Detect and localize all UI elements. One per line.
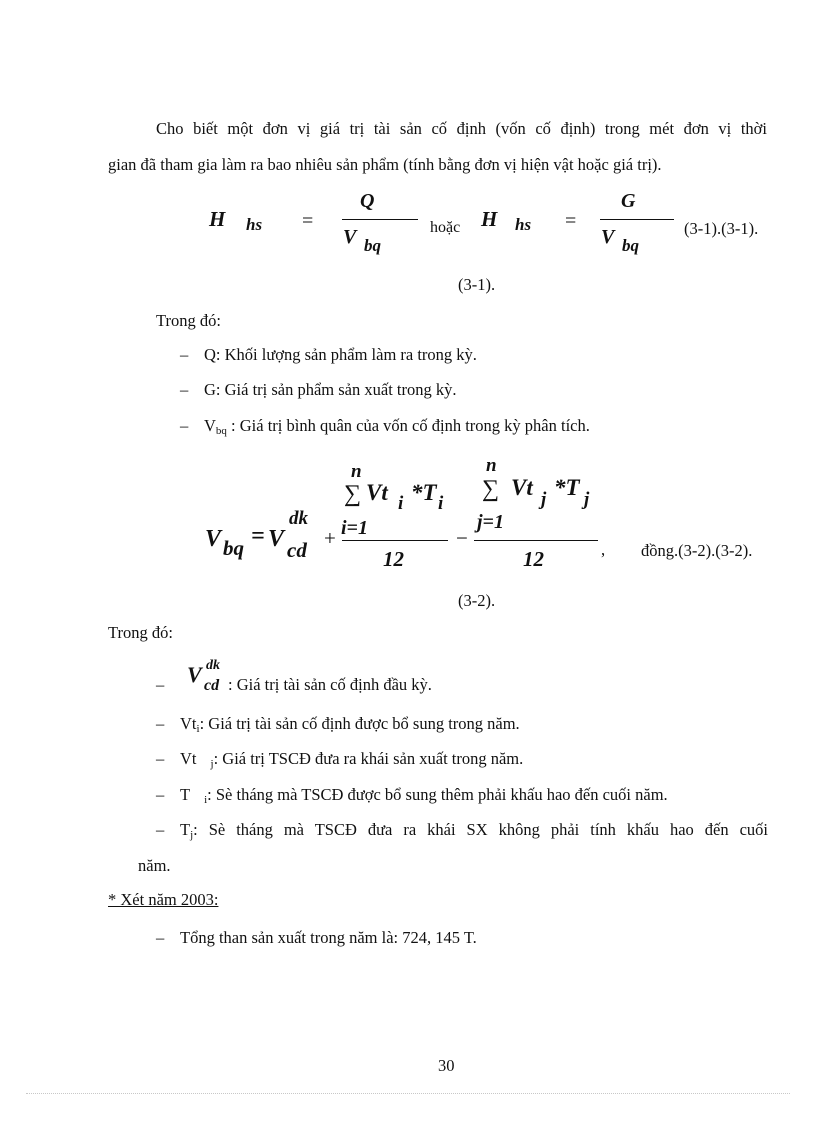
- formula-numerator-q: Q: [360, 190, 375, 212]
- fraction-bar-4: [474, 540, 598, 541]
- sum1-sigma: ∑: [344, 481, 362, 507]
- formula-hs-2: hs: [515, 215, 532, 234]
- formula-denominator-bq-2: bq: [622, 236, 639, 255]
- intro-line-1: Cho biết một đơn vị giá trị tài sản cố định (vốn cố định) trong mét đơn vị thời: [156, 119, 767, 138]
- sum2-upper-n: n: [486, 455, 497, 476]
- vtj-rest: : Giá trị TSCĐ đưa ra khái sản xuất trong năm.: [213, 749, 524, 768]
- sum2-sigma: ∑: [482, 476, 500, 502]
- formula2-lhs-bq: bq: [223, 536, 244, 560]
- formula2-lhs-v: V: [205, 526, 222, 552]
- formula-equals-2: =: [565, 210, 577, 232]
- formula2-cd: cd: [287, 538, 307, 562]
- list-item-ti: [180, 785, 668, 806]
- formula2-vcd: V: [268, 526, 285, 552]
- formula-denominator-bq-1: bq: [364, 236, 381, 255]
- vbq-rest: : Giá trị bình quân của vốn cố định trong kỳ phân tích.: [226, 416, 590, 435]
- list-dash: –: [156, 714, 165, 733]
- ti-rest: : Sè tháng mà TSCĐ được bổ sung thêm phải khấu hao đến cuối năm.: [207, 785, 668, 804]
- list-dash: –: [156, 785, 165, 804]
- formula2-dk: dk: [289, 508, 308, 529]
- vti-sub: i: [196, 723, 200, 735]
- tj-main: T: [180, 820, 191, 839]
- sum2-denominator: 12: [523, 547, 544, 571]
- sum1-upper-n: n: [351, 461, 362, 482]
- where-title-1: Trong đó:: [156, 311, 221, 330]
- formula2-minus: −: [456, 526, 468, 550]
- list-item-vtj: [180, 749, 523, 770]
- where-title-2: Trong đó:: [108, 623, 173, 642]
- list-dash: –: [180, 380, 189, 399]
- sum1-times-t: *T: [411, 480, 437, 505]
- list-dash: –: [180, 345, 189, 364]
- formula-ref-3-1: (3-1).(3-1).: [684, 219, 759, 238]
- intro-line-2: gian đã tham gia làm ra bao nhiêu sản phẩm (tính bằng đơn vị hiện vật hoặc giá trị).: [108, 155, 662, 174]
- formula-equals-1: =: [302, 210, 314, 232]
- list-item-vti: [180, 714, 520, 735]
- list-dash: –: [156, 928, 165, 947]
- list-item-g: G: Giá trị sản phẩm sản xuất trong kỳ.: [204, 380, 457, 399]
- vcd-symbol-dk: dk: [206, 658, 220, 673]
- sum2-j-sub: j: [541, 489, 547, 510]
- vcd-symbol-v: V: [187, 662, 202, 687]
- list-dash: –: [180, 416, 189, 435]
- tj-sub: j: [190, 829, 194, 841]
- page-number: 30: [438, 1056, 455, 1075]
- fraction-bar-1: [342, 219, 418, 220]
- formula-or-word: hoặc: [430, 219, 461, 236]
- vti-main: Vt: [180, 714, 197, 733]
- formula2-plus: +: [324, 526, 336, 550]
- formula-numerator-g: G: [621, 190, 636, 212]
- vti-rest: : Giá trị tài sản cố định được bổ sung trong năm.: [199, 714, 520, 733]
- fraction-bar-2: [600, 219, 674, 220]
- list-item-tj: [180, 820, 768, 841]
- formula-denominator-v-2: V: [601, 226, 615, 248]
- formula-ref-3-1-center: (3-1).: [458, 275, 496, 294]
- list-item-vcd-text: : Giá trị tài sản cố định đầu kỳ.: [228, 675, 432, 694]
- tj-rest: : Sè tháng mà TSCĐ đưa ra khái SX không phải tính khấu hao đến cuối: [193, 820, 768, 839]
- sum1-ti-sub: i: [438, 493, 444, 514]
- list-item-q: Q: Khối lượng sản phẩm làm ra trong kỳ.: [204, 345, 477, 364]
- formula2-eq: =: [251, 523, 265, 549]
- formula-h-2: H: [481, 207, 498, 231]
- formula-h-1: H: [209, 207, 226, 231]
- vcd-symbol-cd: cd: [204, 677, 220, 694]
- vbq-main: V: [204, 416, 216, 435]
- list-dash: –: [156, 675, 165, 694]
- vbq-sub: bq: [215, 425, 227, 437]
- sum1-i-sub: i: [398, 493, 404, 514]
- ti-main: T: [180, 785, 191, 804]
- vtj-sub: j: [210, 758, 214, 770]
- sum2-lower-limit: j=1: [477, 511, 504, 533]
- formula-denominator-v-1: V: [343, 226, 357, 248]
- sum1-lower-limit: i=1: [341, 517, 368, 539]
- sum1-denominator: 12: [383, 547, 404, 571]
- sum1-vt: Vt: [366, 480, 388, 505]
- sum2-tj-sub: j: [584, 489, 590, 510]
- sum2-times-t: *T: [554, 475, 580, 500]
- year-item-total-coal: Tổng than sản xuất trong năm là: 724, 145 T.: [180, 928, 477, 947]
- list-item-vbq: [204, 416, 590, 437]
- list-item-tj-cont: năm.: [138, 856, 171, 875]
- list-dash: –: [156, 749, 165, 768]
- fraction-bar-3: [342, 540, 448, 541]
- list-dash: –: [156, 820, 165, 839]
- vtj-main: Vt: [180, 749, 197, 768]
- page-bottom-border: [26, 1093, 790, 1094]
- tj-main-wrap: [180, 820, 193, 841]
- formula-ref-3-2-center: (3-2).: [458, 591, 496, 610]
- ti-sub: i: [204, 794, 208, 806]
- formula2-comma: ,: [601, 540, 606, 559]
- formula-ref-3-2: đồng.(3-2).(3-2).: [641, 541, 753, 560]
- sum2-vt: Vt: [511, 475, 533, 500]
- year-heading: * Xét năm 2003:: [108, 890, 219, 909]
- formula-hs-1: hs: [246, 215, 263, 234]
